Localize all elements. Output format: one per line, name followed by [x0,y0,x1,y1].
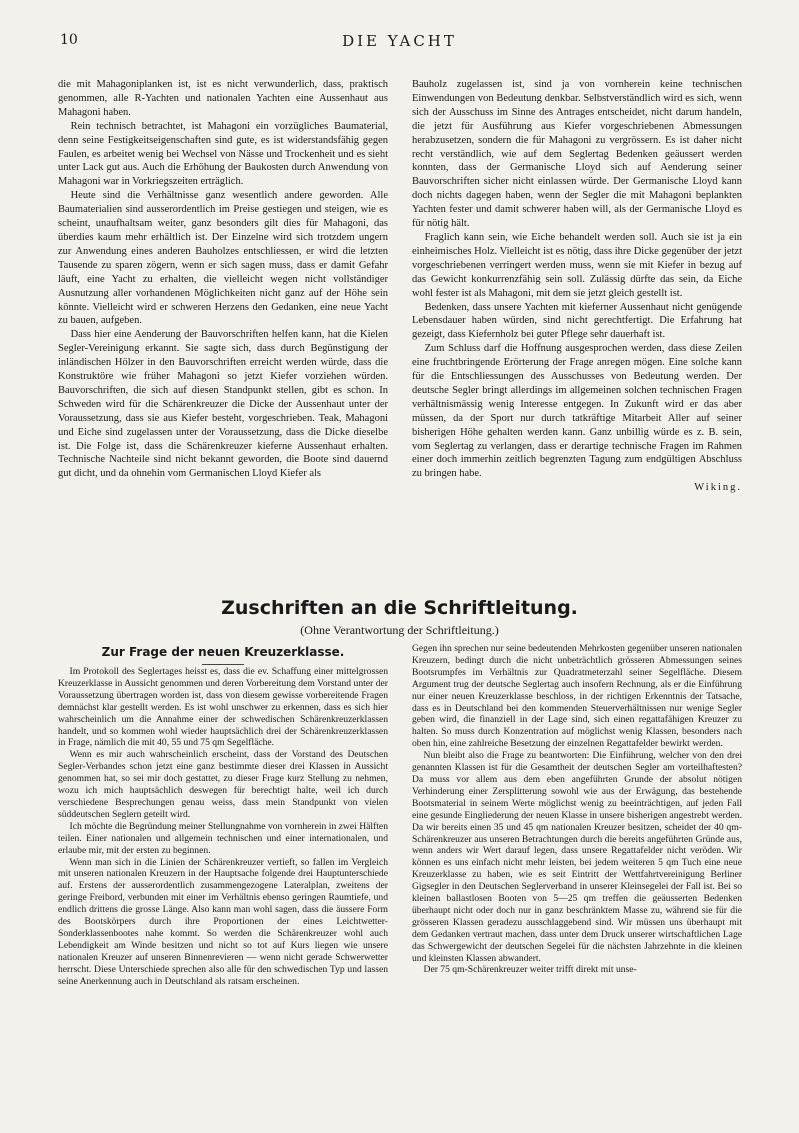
paragraph: Zum Schluss darf die Hoffnung ausgesprochen werden, dass diese Zeilen eine fruchtbringende Erörterung der Frage anregen mögen. Eine solche kann für die Entschliessungen des Ausschusses von Bedeutung werden. Der deutsche Segler bringt allerdings im allgemeinen solchen technischen Fragen verhältnismässig wenig Interesse entgegen. In Zukunft wird er das aber müssen, da der Sport nur durch tatkräftige Mitarbeit Aller auf seiner bisherigen Höhe gehalten werden kann. Ganz unbillig würde es z. B. sein, vom Seglertag zu verlangen, dass er derartige technische Fragen im Rahmen einer doch immerhin zeitlich begrenzten Tagung zum endgültigen Abschluss zu bringen habe. [412,343,742,480]
upper-article-left-column [58,78,388,481]
paragraph: Nun bleibt also die Frage zu beantworten: Die Einführung, welcher von den drei genannten Klassen ist für die Gesamtheit der deutschen Segler am vorteilhaftesten? Da muss vor allem aus dem eben angeführten Grunde der absolut nötigen Verhinderung einer Zersplitterung sowohl wie aus der Erwägung, das bestehende Bootsmaterial in seinem Werte möglichst wenig zu beeinträchtigen, auf jeden Fall eine gesunde Eingliederung der neuen Klasse in unsere bisherigen angestrebt werden. Da wir bereits einen 35 und 45 qm nationalen Kreuzer besitzen, scheidet der 40 qm-Schärenkreuzer aus unseren Betrachtungen durch die bereits angeführten Gründe aus, wenn anders wir Wert darauf legen, dass unsere Regattafelder nicht veröden. Wir können es uns einfach nicht mehr leisten, bei jedem weiteren 5 qm Tuch eine neue Kreuzerklasse zu haben, wie es seit Eintritt der Wettfahrtvereinigung Berliner Gigsegler in den Deutschen Seglerverband in unserer Kleinsegelei der Fall ist. Bei so kleinen ballastlosen Booten von 5—25 qm treffen die geäusserten Bedenken überhaupt nicht oder doch nur in ganz beschränktem Masse zu, während sie für die grösseren Klassen geradezu ausschlaggebend sind. Wir müssen uns überhaupt mit dem Gedanken vertraut machen, dass unter dem Druck unserer wirtschaftlichen Lage das Schwergewicht der deutschen Segelei für die nächsten Jahrzehnte in die kleinen und kleinsten Klassen abwandert. [412,750,742,964]
paragraph: die mit Mahagoniplanken ist, ist es nicht verwunderlich, dass, praktisch genommen, alle R-Yachten und nationalen Yachten eine Aussenhaut aus Mahagoni haben. [58,79,388,118]
paragraph: Bauholz zugelassen ist, sind ja von vornherein keine technischen Einwendungen von Bedeutung denkbar. Selbstverständlich wird es sich, wenn sich der Ausschuss im Sinne des Antrages entscheidet, nicht darum handeln, die jetzt für Ausführung aus Kiefer vorgeschriebenen Abmessungen herabzusetzen, sondern die für Mahagoni zu vergrössern. Es ist daher nicht recht verständlich, wie auf dem Seglertag Bedenken geäussert werden konnten, dass der Germanische Lloyd sich auf Aenderung seiner Bauvorschriften sicher nicht einlassen würde. Der Germanische Lloyd kann doch nichts dagegen haben, wenn der Segler die mit Mahagoni beplankten Yachten fester und damit schwerer haben will, als der Germanische Lloyd es für nötig hält. [412,79,742,230]
section-title: Zuschriften an die Schriftleitung. [221,597,578,619]
section-subtitle: (Ohne Verantwortung der Schriftleitung.) [300,623,499,637]
letter-title: Zur Frage der neuen Kreuzerklasse. [101,645,345,659]
title-divider [202,664,244,665]
paragraph: Rein technisch betrachtet, ist Mahagoni ein vorzügliches Baumaterial, denn seine Festigkeitseigenschaften sind gute, es ist widerstandsfähig gegen Faulen, es arbeitet wenig bei Wechsel von Nässe und Trockenheit und es sieht unter Lack gut aus. Auch die Erhöhung der Baukosten durch Anwendung von Mahagoni war in Vorkriegszeiten erträglich. [58,120,388,188]
running-title: DIE YACHT [342,32,457,50]
paragraph: Ich möchte die Begründung meiner Stellungnahme von vornherein in zwei Hälften teilen. Einer nationalen und allgemein technischen und einer internationalen, und erlaube mir, mit der ersten zu beginnen. [58,820,388,856]
page-number: 10 [60,32,78,48]
letter-right-column [412,643,742,976]
paragraph: Wenn man sich in die Linien der Schärenkreuzer vertieft, so fallen im Vergleich mit unseren nationalen Kreuzern in der Hauptsache folgende drei Hauptunterschiede auf. Erstens der ausserordentlich zusammengezogene Lateralplan, zweitens der geringe Freibord, verbunden mit einer im Verhältnis ebenso geringen Raumtiefe, und endlich drittens die grosse Länge. Also kann man wohl sagen, dass die äussere Form des Bootskörpers durch ihre Proportionen der eines Leichtwetter-Sonderklassenbootes nahe kommt. So werden die Schärenkreuzer wohl auch Lebendigkeit am Winde besitzen und nicht so tot auf Kurs liegen wie unsere nationalen Kreuzer auf unseren Binnenrevieren — wenn nicht gerade Schwerwetter herrscht. Diese Unterschiede sprechen also alle für den schwedischen Typ und lassen seine Anerkennung auch in Deutschland als ratsam erscheinen. [58,856,388,987]
letter-left-column [58,666,388,987]
paragraph: Fraglich kann sein, wie Eiche behandelt werden soll. Auch sie ist ja ein einheimisches Holz. Vielleicht ist es nötig, dass ihre Dicke gegenüber der jetzt vorgeschriebenen verringert werden muss, wenn sie mit Kiefer in bezug auf das Gewicht konkurrenzfähig sein soll. Zulässig dürfte das sein, da Eiche wohl fester ist als Mahagoni, mit dem sie jetzt gleich gestellt ist. [412,231,742,299]
paragraph: Wenn es mir auch wahrscheinlich erscheint, dass der Vorstand des Deutschen Segler-Verbandes schon jetzt eine ganz bestimmte dieser drei Klassen in Aussicht genommen hat, so sei mir doch gestattet, zu dieser Frage kurz Stellung zu nehmen, wozu ich mich hauptsächlich deswegen für berechtigt halte, weil ich durch verschiedene Besprechungen genau weiss, dass mein Standpunkt von vielen süddeutschen Seglern geteilt wird. [58,749,388,820]
author-signature: Wiking. [694,482,742,494]
upper-article-right-column [412,78,742,495]
paragraph: Der 75 qm-Schärenkreuzer weiter trifft direkt mit unse- [423,964,637,976]
paragraph: Dass hier eine Aenderung der Bauvorschriften helfen kann, hat die Kielen Segler-Vereinigung erkannt. Sie sagte sich, dass durch Begünstigung der inländischen Hölzer in den Bauvorschriften erreicht werden würde, dass die Konstruktöre wie früher Mahagoni so jetzt Kiefer vorziehen würden. Bauvorschriften, die sich auf diesen Standpunkt stellen, gibt es schon. In Schweden wird für die Schärenkreuzer die Dicke der Aussenhaut unter der Voraussetzung, dass sie aus Kiefer besteht, vorgeschrieben. Teak, Mahagoni und Eiche sind zugelassen unter der Voraussetzung, dass die Dicke dieselbe ist. Die Folge ist, dass die Schärenkreuzer kieferne Aussenhaut erhalten. Technische Nachteile sind nicht bekannt geworden, die Boote sind dauernd gut dicht, und da ohnehin vom Germanischen Lloyd Kiefer als [58,329,388,480]
paragraph: Im Protokoll des Seglertages heisst es, dass die ev. Schaffung einer mittelgrossen Kreuzerklasse in Aussicht genommen und deren Vorbereitung dem Vorstand unter der Voraussetzung übertragen worden ist, dass von diesem gewisse vorbereitende Fragen demnächst klar gestellt werden. Es ist wohl unschwer zu erkennen, dass es sich hier wahrscheinlich um die Annahme einer der schwedischen Schärenkreuzerklassen handelt, und so kommen wohl wieder hauptsächlich drei der Schärenkreuzerklassen in Frage, nämlich die mit 40, 55 und 75 qm Segelfläche. [58,666,388,749]
paragraph: Heute sind die Verhältnisse ganz wesentlich andere geworden. Alle Baumaterialien sind ausserordentlich im Preise gestiegen und steigen, wie es scheint, unaufhaltsam weiter, ganz besonders gilt dies für Mahagoni, das überdies kaum mehr erhältlich ist. Der Einzelne wird sich trotzdem ungern zur Anwendung eines anderen Bauholzes entschliessen, er wird die letzten Tausende zu sparen zögern, wenn er sich sagen muss, dass er damit Gefahr läuft, eine Yacht zu erhalten, die vielleicht wegen nicht vollständiger Ausnutzung aller vorhandenen Möglichkeiten nicht ganz auf der Höhe sein könnte. Vielleicht wird er schweren Herzens den Gedanken, eine neue Yacht zu bauen, aufgeben. [58,190,388,327]
paragraph: Gegen ihn sprechen nur seine bedeutenden Mehrkosten gegenüber unseren nationalen Kreuzern, bedingt durch die nicht unbeträchtlich grösseren Abmessungen seines Bootsrumpfes im Verhältnis zur Quadratmeterzahl seiner Segelfläche. Diesem Argument trug der deutsche Seglertag auch insofern Rechnung, als er die Einführung nur einer neuen Kreuzerklasse beschloss, in der richtigen Erkenntnis der Tatsache, dass es in Deutschland bei den kommenden Steuerverhältnissen nur wenige Segler geben wird, die finanziell in der Lage sind, sich einen regattafähigen Kreuzer zu halten. So muss durch Konzentration auf möglichst wenig Klassen, besonders nach oben hin, eine zahlreiche Besetzung der einzelnen Regattafelder bewirkt werden. [412,643,742,750]
page-header [60,32,739,56]
paragraph: Bedenken, dass unsere Yachten mit kieferner Aussenhaut nicht genügende Lebensdauer haben würden, sind nicht gerechtfertigt. Die Erfahrung hat gezeigt, dass Kiefernholz bei guter Pflege sehr dauerhaft ist. [412,301,742,341]
